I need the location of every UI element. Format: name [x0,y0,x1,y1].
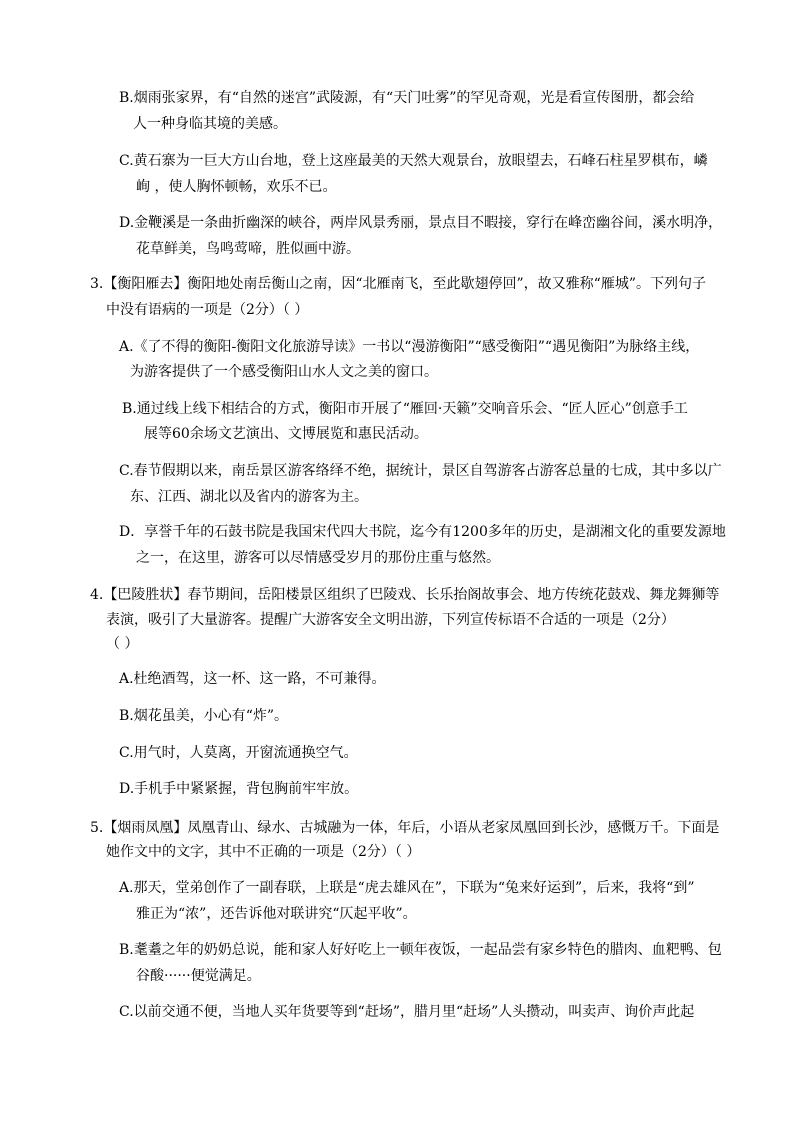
q4-option-c: C.用气时，人莫离，开窗流通换空气。 [119,745,358,761]
q4-option-b: B.烟花虽美，小心有“炸”。 [119,708,289,724]
q2-option-b-line2: 人一种身临其境的美感。 [133,116,287,132]
q5-option-b-line2: 谷酸······便觉满足。 [136,968,261,984]
q3-stem-line2: 中没有语病的一项是（2分）（ ） [106,302,309,318]
q5-option-a-line2: 雅正为“浓”，还告诉他对联讲究“仄起平收”。 [136,906,417,922]
q5-stem-line2: 她作文中的文字，其中不正确的一项是（2分）（ ） [106,844,421,860]
q3-stem-line1: 3.【衡阳雁去】衡阳地处南岳衡山之南，因“北雁南飞，至此歇翅停回”，故又雅称“雁城”。下列句子 [90,276,706,292]
q3-option-c-line2: 东、江西、湖北以及省内的游客为主。 [130,489,368,505]
q4-option-a: A.杜绝酒驾，这一杯、这一路，不可兼得。 [119,671,386,687]
q3-option-d-line1: D．享誉千年的石鼓书院是我国宋代四大书院，迄今有1200多年的历史，是湖湘文化的重要发源地 [119,524,726,540]
q2-option-d-line1: D.金鞭溪是一条曲折幽深的峡谷，两岸风景秀丽，景点目不暇接，穿行在峰峦幽谷间，溪水明净， [119,215,723,231]
q3-option-a-line1: A.《了不得的衡阳-衡阳文化旅游导读》一书以“漫游衡阳”“感受衡阳”“遇见衡阳”为脉络主线， [119,339,700,355]
q5-stem-line1: 5.【烟雨凤凰】凤凰青山、绿水、古城融为一体，年后，小语从老家凤凰回到长沙，感慨万千。下面是 [90,820,720,836]
q3-option-a-line2: 为游客提供了一个感受衡阳山水人文之美的窗口。 [130,364,438,380]
q2-option-b-line1: B.烟雨张家界，有“自然的迷宫”武陵源，有“天门吐雾”的罕见奇观，光是看宣传图册，都会给 [119,90,695,106]
q3-option-b-line2: 展等60余场文艺演出、文博展览和惠民活动。 [144,426,428,442]
q5-option-b-line1: B.耄耋之年的奶奶总说，能和家人好好吃上一顿年夜饭，一起品尝有家乡特色的腊肉、血粑鸭、包 [119,942,722,958]
q3-option-d-line2: 之一，在这里，游客可以尽情感受岁月的那份庄重与悠然。 [136,550,500,566]
q5-option-c-line1: C.以前交通不便，当地人买年货要等到“赶场”，腊月里“赶场”人头攒动，叫卖声、询价声此起 [119,1004,695,1020]
q2-option-d-line2: 花草鲜美，鸟鸣莺啼，胜似画中游。 [136,241,360,257]
q3-option-b-line1: B.通过线上线下相结合的方式，衡阳市开展了“雁回·天籁”交响音乐会、“匠人匠心”创意手工 [122,401,688,417]
q4-stem-line3: （ ） [106,636,139,652]
q4-stem-line1: 4.【巴陵胜状】春节期间，岳阳楼景区组织了巴陵戏、长乐抬阁故事会、地方传统花鼓戏、舞龙舞狮等 [90,587,720,603]
q2-option-c-line1: C.黄石寨为一巨大方山台地，登上这座最美的天然大观景台，放眼望去，石峰石柱星罗棋布，嶙 [119,153,708,169]
q4-option-d: D.手机手中紧紧握，背包胸前牢牢放。 [119,781,359,797]
q5-option-a-line1: A.那天，堂弟创作了一副春联，上联是“虎去雄风在”，下联为“兔来好运到”，后来，我将“到” [119,880,695,896]
q3-option-c-line1: C.春节假期以来，南岳景区游客络绎不绝，据统计，景区自驾游客占游客总量的七成，其中多以广 [119,463,722,479]
q4-stem-line2: 表演，吸引了大量游客。提醒广大游客安全文明出游，下列宣传标语不合适的一项是（2分） [106,612,675,628]
q2-option-c-line2: 峋 ，使人胸怀顿畅，欢乐不已。 [136,179,337,195]
